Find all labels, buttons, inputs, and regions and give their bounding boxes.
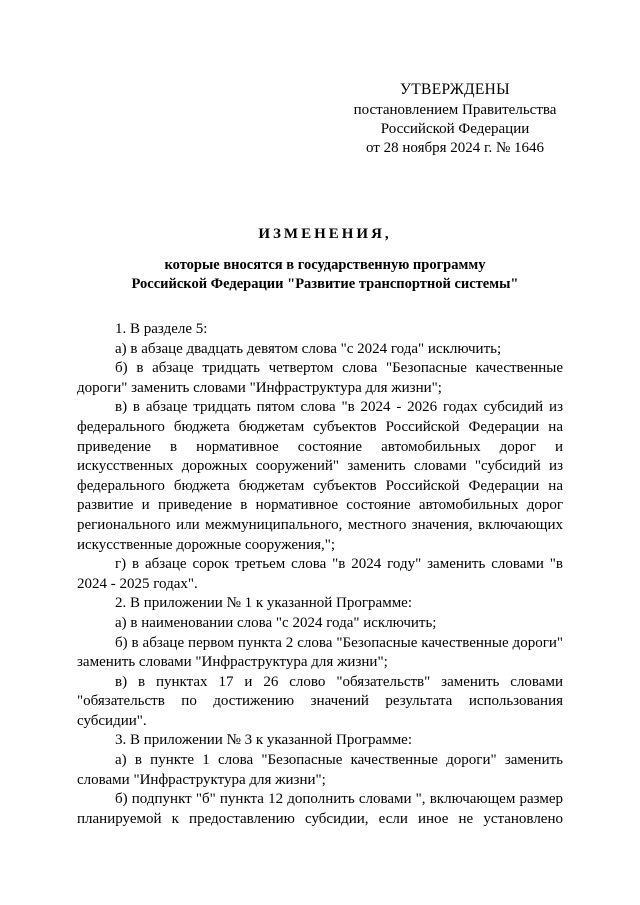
amendment-item: в) в пунктах 17 и 26 слово "обязательств" заменить словами "обязательств по достижению значений результата использования субсидии". xyxy=(77,673,563,729)
amendment-item: а) в пункте 1 слова "Безопасные качественные дороги" заменить словами "Инфраструктура для жизни"; xyxy=(77,752,563,788)
approval-date-line: от 28 ноября 2024 г. № 1646 xyxy=(365,140,545,156)
amendment-item: а) в наименовании слова "с 2024 года" исключить; xyxy=(115,614,437,631)
amendment-item: в) в абзаце тридцать пятом слова "в 2024 - 2026 годах субсидий из федерального бюджета бюджетам субъектов Российской Федерации на приведение в нормативное состояние автомобильных дорог и искусственных дорожных сооружений" заменить словами "субсидий из федерального бюджета бюджетам субъектов Российской Федерации на развитие и приведение в нормативное состояние автомобильных дорог регионального или межмуниципального, местного значения, включающих искусственные дорожные сооружения,"; xyxy=(77,399,563,553)
approval-line: постановлением Правительства xyxy=(353,102,557,118)
amendment-item: а) в абзаце двадцать девятом слова "с 2024 года" исключить; xyxy=(115,340,502,357)
approval-heading: УТВЕРЖДЕНЫ xyxy=(400,81,510,98)
amendment-item: б) в абзаце тридцать четвертом слова "Безопасные качественные дороги" заменить словами "Инфраструктура для жизни"; xyxy=(77,360,563,396)
amendment-item: б) в абзаце первом пункта 2 слова "Безопасные качественные дороги" заменить словами "Инфраструктура для жизни"; xyxy=(77,634,563,671)
title-subline: которые вносятся в государственную программу xyxy=(164,257,486,273)
approval-stamp xyxy=(340,80,570,158)
document-title xyxy=(70,226,580,294)
section-heading: 1. В разделе 5: xyxy=(115,321,208,337)
section-heading: 3. В приложении № 3 к указанной Программе: xyxy=(115,732,413,749)
title-main: ИЗМЕНЕНИЯ, xyxy=(258,226,392,242)
approval-line: Российской Федерации xyxy=(380,121,530,137)
document-body xyxy=(77,320,563,829)
title-subline: Российской Федерации "Развитие транспортной системы" xyxy=(131,276,519,292)
amendment-item: г) в абзаце сорок третьем слова "в 2024 году" заменить словами "в 2024 - 2025 годах". xyxy=(77,556,563,592)
section-heading: 2. В приложении № 1 к указанной Программе: xyxy=(115,595,413,612)
amendment-item: б) подпункт "б" пункта 12 дополнить словами ", включающем размер планируемой к предоставлению субсидии, если иное не установлено xyxy=(77,791,563,827)
